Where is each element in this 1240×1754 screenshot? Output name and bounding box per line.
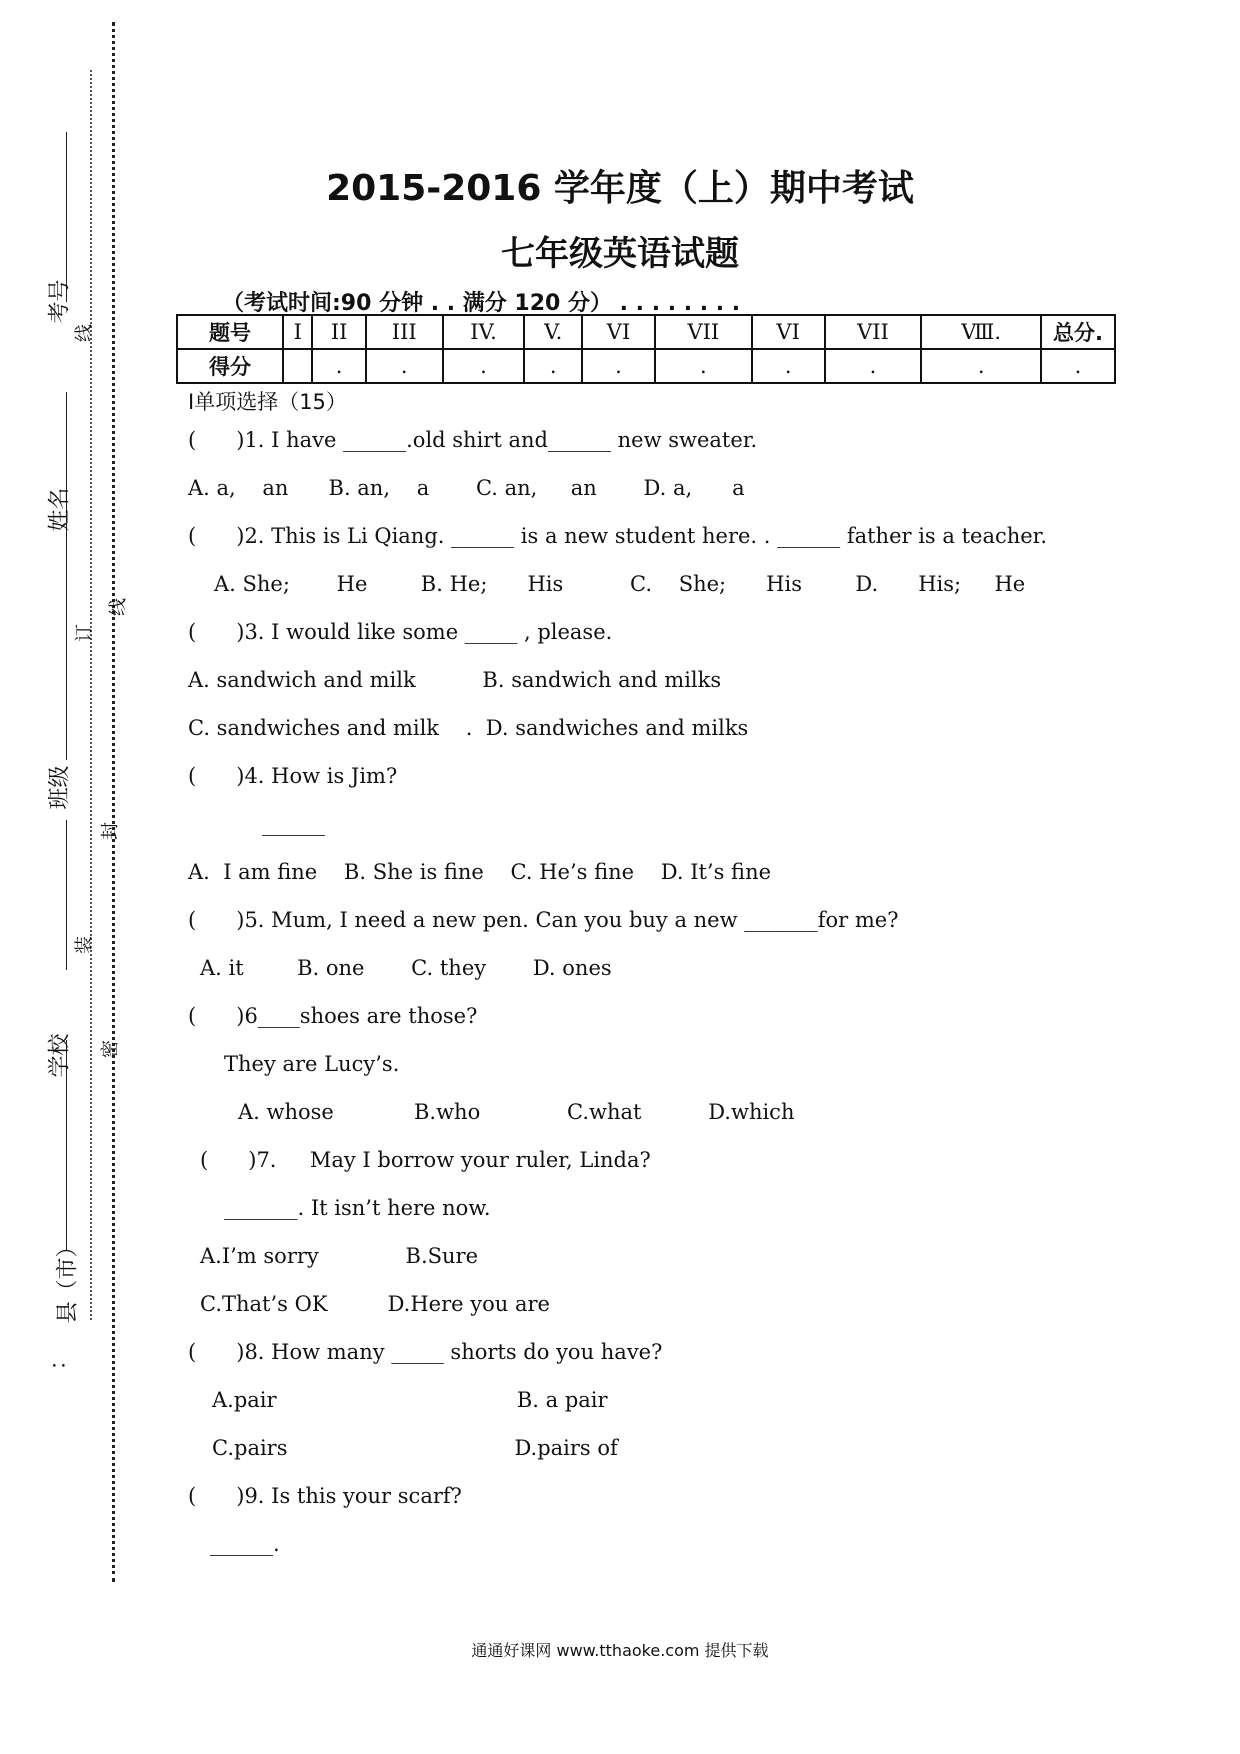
line-mark-1: 线 xyxy=(74,324,95,342)
question-6: ( )6____shoes are those? xyxy=(188,1004,478,1028)
mi-mark: 密 xyxy=(100,1040,121,1058)
question-6-options: A. whose B.who C.what D.which xyxy=(238,1100,795,1124)
score-table-header-row xyxy=(177,315,1115,349)
score-cell[interactable]: . xyxy=(582,349,655,383)
zhuang-mark: 装 xyxy=(74,936,95,954)
question-2: ( )2. This is Li Qiang. ______ is a new student here. . ______ father is a teacher. xyxy=(188,524,1048,548)
score-table-score-row xyxy=(177,349,1115,383)
score-cell[interactable]: . xyxy=(752,349,825,383)
question-7: ( )7. May I borrow your ruler, Linda? xyxy=(200,1148,651,1172)
question-8-options-cd: C.pairs D.pairs of xyxy=(212,1436,618,1460)
class-label: 班级 xyxy=(47,765,73,810)
name-label: 姓名 xyxy=(47,487,73,532)
score-table-row-label: 题号 xyxy=(177,315,283,349)
score-cell[interactable]: . xyxy=(655,349,752,383)
question-4-options: A. I am fine B. She is fine C. He’s fine D. It’s fine xyxy=(188,860,772,884)
score-cell[interactable]: . xyxy=(312,349,365,383)
question-8: ( )8. How many _____ shorts do you have? xyxy=(188,1340,663,1364)
score-col-8: VI xyxy=(752,315,825,349)
question-4: ( )4. How is Jim? xyxy=(188,764,398,788)
school-blank xyxy=(66,820,67,970)
score-table-row-label: 得分 xyxy=(177,349,283,383)
question-9: ( )9. Is this your scarf? xyxy=(188,1484,462,1508)
score-col-9: VII xyxy=(825,315,922,349)
exam-no-blank xyxy=(66,132,67,302)
exam-title: 2015-2016 学年度（上）期中考试 xyxy=(326,168,914,209)
question-8-options-ab: A.pair B. a pair xyxy=(212,1388,608,1412)
score-col-2: II xyxy=(312,315,365,349)
score-col-1: I xyxy=(283,315,312,349)
score-cell[interactable]: . xyxy=(825,349,922,383)
question-7-options-cd: C.That’s OK D.Here you are xyxy=(200,1292,550,1316)
question-9-answer-blank: ______. xyxy=(210,1532,280,1556)
question-6-answer: They are Lucy’s. xyxy=(224,1052,400,1076)
question-3-options-ab: A. sandwich and milk B. sandwich and milks xyxy=(188,668,722,692)
score-col-total: 总分. xyxy=(1041,315,1115,349)
county-label: 县（市） xyxy=(55,1235,81,1324)
score-cell-total[interactable]: . xyxy=(1041,349,1115,383)
question-3: ( )3. I would like some _____ , please. xyxy=(188,620,613,644)
school-label: 学校 xyxy=(47,1033,73,1078)
score-col-10: Ⅷ. xyxy=(921,315,1041,349)
score-col-4: IV. xyxy=(443,315,525,349)
score-col-3: III xyxy=(366,315,443,349)
question-3-options-cd: C. sandwiches and milk . D. sandwiches and milks xyxy=(188,716,749,740)
exam-no-label: 考号 xyxy=(47,279,73,324)
score-cell[interactable]: . xyxy=(443,349,525,383)
question-1: ( )1. I have ______.old shirt and______ new sweater. xyxy=(188,428,758,452)
feng-mark: 封 xyxy=(100,822,121,840)
ding-mark: 订 xyxy=(74,624,95,642)
score-cell[interactable]: . xyxy=(524,349,582,383)
colon-mark: ： xyxy=(46,1348,72,1371)
score-col-5: V. xyxy=(524,315,582,349)
footer-source: 通通好课网 www.tthaoke.com 提供下载 xyxy=(471,1641,769,1660)
score-cell[interactable] xyxy=(283,349,312,383)
score-col-6: VI xyxy=(582,315,655,349)
section-heading: I单项选择（15） xyxy=(188,390,347,414)
score-cell[interactable]: . xyxy=(366,349,443,383)
exam-subtitle: 七年级英语试题 xyxy=(501,234,739,274)
question-5: ( )5. Mum, I need a new pen. Can you buy a new _______for me? xyxy=(188,908,899,932)
question-4-answer-blank: ______ xyxy=(262,812,325,836)
question-2-options: A. She; He B. He; His C. She; His D. His; He xyxy=(214,572,1026,596)
score-table xyxy=(176,314,1116,384)
question-7-answer: _______. It isn’t here now. xyxy=(224,1196,491,1220)
question-5-options: A. it B. one C. they D. ones xyxy=(200,956,612,980)
line-mark-2: 线 xyxy=(108,598,129,616)
question-1-options: A. a, an B. an, a C. an, an D. a, a xyxy=(188,476,745,500)
exam-info: （考试时间:90 分钟 . . 满分 120 分） . . . . . . . . xyxy=(222,291,741,316)
score-cell[interactable]: . xyxy=(921,349,1041,383)
score-col-7: VII xyxy=(655,315,752,349)
class-blank xyxy=(66,600,67,760)
question-7-options-ab: A.I’m sorry B.Sure xyxy=(200,1244,479,1268)
